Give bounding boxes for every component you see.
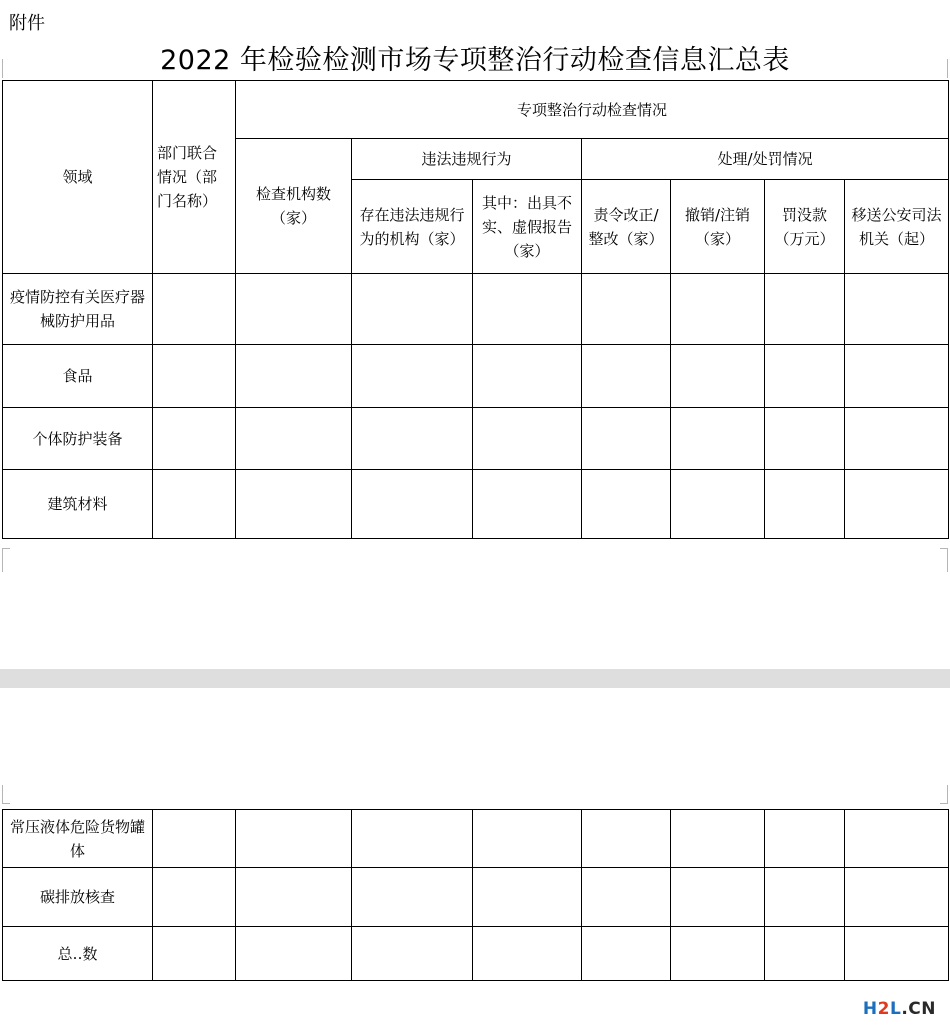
header-fine: 罚没款（万元） [765,180,845,274]
header-inspection-group: 专项整治行动检查情况 [236,81,949,139]
table-cell [582,927,671,981]
table-row [3,274,949,345]
row-field-label: 建筑材料 [3,470,153,539]
table-cell [671,810,765,868]
table-cell [765,927,845,981]
table-row [3,810,949,868]
table-cell [236,470,352,539]
table-cell [582,868,671,927]
table-cell [582,470,671,539]
crop-mark [2,785,3,804]
header-violation-group: 违法违规行为 [352,139,582,180]
table-cell [582,810,671,868]
table-cell [765,274,845,345]
table-cell [236,274,352,345]
header-row [3,81,949,139]
row-field-label: 常压液体危险货物罐体 [3,810,153,868]
table-cell [153,470,236,539]
table-cell [765,868,845,927]
table-cell [352,927,473,981]
table-cell [352,408,473,470]
table-cell [236,345,352,408]
document-title: 2022 年检验检测市场专项整治行动检查信息汇总表 [160,45,790,76]
table-row [3,408,949,470]
table-cell [352,470,473,539]
table-row-total [3,927,949,981]
crop-mark [2,59,3,78]
table-cell [153,274,236,345]
crop-mark [947,548,948,572]
summary-table-continued [2,809,949,981]
header-revoke: 撤销/注销（家） [671,180,765,274]
table-cell [845,868,949,927]
table-cell [236,868,352,927]
header-field: 领域 [3,81,153,274]
crop-mark [940,548,948,549]
header-department: 部门联合情况（部门名称） [153,81,236,274]
crop-mark [2,548,3,572]
header-violation-orgs: 存在违法违规行为的机构（家） [352,180,473,274]
header-handling-group: 处理/处罚情况 [582,139,949,180]
table-cell [845,810,949,868]
table-cell [153,408,236,470]
table-cell [352,868,473,927]
row-field-label: 个体防护装备 [3,408,153,470]
table-cell [671,345,765,408]
table-cell [352,274,473,345]
table-cell [473,470,582,539]
row-field-label: 碳排放核查 [3,868,153,927]
crop-mark [940,803,948,804]
table-cell [352,345,473,408]
table-cell [671,274,765,345]
table-cell [845,408,949,470]
table-cell [236,408,352,470]
table-cell [582,345,671,408]
attachment-label: 附件 [9,13,45,34]
table-cell [153,868,236,927]
table-cell [845,470,949,539]
table-cell [845,345,949,408]
header-police: 移送公安司法机关（起） [845,180,949,274]
table-cell [765,470,845,539]
crop-mark [947,59,948,78]
table-cell [671,408,765,470]
table-cell [582,274,671,345]
table-cell [153,927,236,981]
table-cell [473,274,582,345]
table-cell [845,274,949,345]
crop-mark [2,803,10,804]
row-field-label: 疫情防控有关医疗器械防护用品 [3,274,153,345]
summary-table [2,80,949,539]
site-watermark: H2L.CN [862,999,936,1019]
table-cell [671,927,765,981]
crop-mark [2,548,10,549]
table-cell [765,345,845,408]
table-cell [236,810,352,868]
table-cell [765,810,845,868]
table-cell [473,810,582,868]
table-cell [765,408,845,470]
table-cell [352,810,473,868]
table-cell [153,345,236,408]
table-cell [845,927,949,981]
header-inspected-count: 检查机构数（家） [236,139,352,274]
table-cell [671,868,765,927]
row-field-label: 总‥数 [3,927,153,981]
table-cell [473,408,582,470]
header-false-reports: 其中：出具不实、虚假报告（家） [473,180,582,274]
row-field-label: 食品 [3,345,153,408]
table-row [3,345,949,408]
table-row [3,868,949,927]
table-cell [153,810,236,868]
table-cell [473,868,582,927]
table-cell [582,408,671,470]
table-cell [473,927,582,981]
table-cell [473,345,582,408]
header-rectify: 责令改正/整改（家） [582,180,671,274]
table-row [3,470,949,539]
table-cell [236,927,352,981]
page-break-band [0,669,950,688]
table-cell [671,470,765,539]
crop-mark [947,785,948,804]
